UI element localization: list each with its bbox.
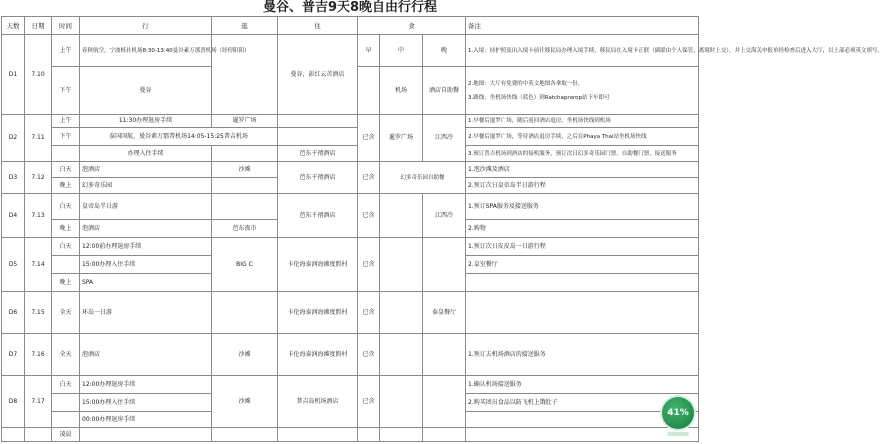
stay-cell: 芭东千禧酒店 xyxy=(278,194,358,238)
dinner-cell: 晚 xyxy=(423,35,466,67)
dinner-cell: 酒店自助餐 xyxy=(423,67,466,115)
travel-cell: 15:00办理入住手续 xyxy=(80,256,212,274)
notes-cell: 2.购买团员食品以防飞机上饿肚子 xyxy=(466,394,699,412)
table-row xyxy=(2,146,699,162)
table-row xyxy=(2,35,699,67)
header-travel: 行 xyxy=(80,17,212,35)
shopping-cell: 沙滩 xyxy=(212,162,278,178)
lunch-cell xyxy=(380,292,423,334)
table-row xyxy=(2,115,699,128)
time-cell: 晚上 xyxy=(52,220,80,238)
shopping-cell xyxy=(212,428,278,442)
notes-cell: 2.购物 xyxy=(466,220,699,238)
breakfast-cell: 已含 xyxy=(358,376,380,428)
travel-cell: 幻多奇乐园 xyxy=(80,178,212,194)
dinner-cell xyxy=(423,428,466,442)
table-row xyxy=(2,238,699,256)
shopping-cell xyxy=(212,292,278,334)
shopping-cell xyxy=(212,35,278,115)
notes-cell: 1.预订SPA服务及接送服务 xyxy=(466,194,699,220)
time-cell xyxy=(52,394,80,412)
stay-cell: 卡伦海泰润海滩度假村 xyxy=(278,238,358,292)
notes-cell: 1.入境：持护照及出入境卡前往移民局办理入境手续，移民局在入境卡正联（副联由个人保管，离境时上交），并上交海关申报单经检查后进入大厅，以上部必须英文填写。 xyxy=(466,35,699,67)
date-cell: 7.16 xyxy=(25,334,52,376)
shopping-cell xyxy=(212,194,278,220)
travel-cell: 曼谷 xyxy=(80,67,212,115)
travel-cell: 15:00办理入住手续 xyxy=(80,394,212,412)
travel-cell: 泡酒店 xyxy=(80,162,212,178)
day-label: D6 xyxy=(2,292,25,334)
breakfast-cell xyxy=(358,428,380,442)
notes-cell: 1.预订去机场酒店的接送服务 xyxy=(466,334,699,376)
lunch-cell xyxy=(380,194,423,238)
travel-cell: 泰国国航，曼谷素万那普机场14:05-15:25普吉机场 xyxy=(80,128,278,146)
shopping-cell: 沙滩 xyxy=(212,334,278,376)
notes-cell: 1.早餐后暹罗广场，随后返回酒店退房，坐机场快线到机场 xyxy=(466,115,699,128)
travel-cell: SPA xyxy=(80,274,212,292)
note-line: 2.地图：大厅有免费的中英文地图各拿取一份。 xyxy=(468,80,584,87)
lunch-cell xyxy=(380,238,423,292)
dinner-cell: 江西冷 xyxy=(423,115,466,162)
time-cell xyxy=(52,256,80,274)
time-cell: 下午 xyxy=(52,67,80,115)
lunch-cell xyxy=(380,428,423,442)
notes-cell: 3.预订普吉机场到酒店的接机服务，预订次日幻多奇乐园门票，自助餐门票，接送服务 xyxy=(466,146,699,162)
day-label: D8 xyxy=(2,376,25,428)
shopping-cell xyxy=(212,178,278,194)
stay-cell: 芭东千禧酒店 xyxy=(278,162,358,194)
note-line: 3.路线：坐机场快线（蓝色）到Ratchaprarop站下车即可 xyxy=(468,94,610,101)
breakfast-cell: 已含 xyxy=(358,238,380,292)
shopping-cell: 沙滩 xyxy=(212,376,278,428)
time-cell xyxy=(52,412,80,428)
travel-cell: 泡酒店 xyxy=(80,220,212,238)
notes-cell: 1.泡沙滩及酒店 xyxy=(466,162,699,178)
table-row xyxy=(2,334,699,376)
stay-cell: 卡伦海泰润海滩度假村 xyxy=(278,292,358,334)
header-stay: 住 xyxy=(278,17,358,35)
header-notes: 备注 xyxy=(466,17,699,35)
breakfast-cell: 已含 xyxy=(358,194,380,238)
time-cell: 凌晨 xyxy=(52,428,80,442)
itinerary-title: 曼谷、普吉9天8晚自由行行程 xyxy=(262,0,438,15)
stay-cell: 卡伦海泰润海滩度假村 xyxy=(278,334,358,376)
time-cell: 下午 xyxy=(52,128,80,146)
notes-cell xyxy=(466,274,699,292)
date-cell: 7.15 xyxy=(25,292,52,334)
time-cell: 白天 xyxy=(52,376,80,394)
notes-cell xyxy=(466,428,699,442)
shopping-cell: BIG C xyxy=(212,238,278,292)
date-cell: 7.13 xyxy=(25,194,52,238)
day-label: D7 xyxy=(2,334,25,376)
travel-cell: 泡酒店 xyxy=(80,334,212,376)
day-label: D2 xyxy=(2,115,25,162)
notes-cell: 2.皇室餐厅 xyxy=(466,256,699,274)
table-row xyxy=(2,128,699,146)
date-cell: 7.12 xyxy=(25,162,52,194)
header-date: 日期 xyxy=(25,17,52,35)
stay-cell xyxy=(278,115,358,128)
breakfast-cell: 已含 xyxy=(358,334,380,376)
header-time: 时间 xyxy=(52,17,80,35)
breakfast-cell: 早 xyxy=(358,35,380,67)
dinner-cell xyxy=(423,238,466,292)
stay-cell xyxy=(278,428,358,442)
progress-badge-shadow xyxy=(667,432,689,436)
notes-cell xyxy=(466,67,699,115)
itinerary-table xyxy=(1,16,883,442)
travel-cell: 12:00前办理退房手续 xyxy=(80,238,212,256)
table-row xyxy=(2,194,699,220)
travel-cell: 11:30办理退房手续 xyxy=(80,115,212,128)
stay-cell: 芭东千禧酒店 xyxy=(278,146,358,162)
breakfast-cell xyxy=(358,67,380,115)
time-cell: 晚上 xyxy=(52,274,80,292)
breakfast-cell: 已含 xyxy=(358,115,380,162)
notes-cell: 1.预订次日皮皮岛一日游行程 xyxy=(466,238,699,256)
notes-cell: 2.早餐后暹罗广场，等待酒店退房手续，之后在Phaya Thai站坐机场快线 xyxy=(466,128,699,146)
time-cell: 上午 xyxy=(52,35,80,67)
lunch-cell xyxy=(380,334,423,376)
breakfast-cell: 已含 xyxy=(358,162,380,194)
travel-cell: 皇帝岛半日游 xyxy=(80,194,212,220)
day-label: D1 xyxy=(2,35,25,115)
dinner-cell xyxy=(423,334,466,376)
dinner-cell: 幻多奇乐园自助餐 xyxy=(380,162,466,194)
shopping-cell: 暹罗广场 xyxy=(212,115,278,128)
dinner-cell: 泰皇餐厅 xyxy=(423,292,466,334)
time-cell: 全天 xyxy=(52,292,80,334)
date-cell: 7.11 xyxy=(25,115,52,162)
date-cell xyxy=(25,428,52,442)
time-cell: 上午 xyxy=(52,115,80,128)
day-label xyxy=(2,428,25,442)
day-label: D3 xyxy=(2,162,25,194)
time-cell: 全天 xyxy=(52,334,80,376)
date-cell: 7.14 xyxy=(25,238,52,292)
lunch-cell xyxy=(380,376,423,428)
travel-cell: 环岛一日游 xyxy=(80,292,212,334)
shopping-cell xyxy=(212,146,278,162)
stay-cell: 曼谷，彭红云首酒店 xyxy=(278,35,358,115)
stay-cell: 普吉岛机场酒店 xyxy=(278,376,358,428)
dinner-cell: 江西冷 xyxy=(423,194,466,238)
time-cell: 白天 xyxy=(52,238,80,256)
breakfast-cell: 已含 xyxy=(358,292,380,334)
notes-cell: 1.确认机场接送服务 xyxy=(466,376,699,394)
progress-badge[interactable]: 41% xyxy=(662,397,694,429)
lunch-cell: 机场 xyxy=(380,67,423,115)
date-cell: 7.10 xyxy=(25,35,52,115)
day-label: D5 xyxy=(2,238,25,292)
table-row xyxy=(2,162,699,178)
travel-cell: 00:00办理退房手续 xyxy=(80,412,212,428)
notes-cell xyxy=(466,292,699,334)
header-day: 天数 xyxy=(2,17,25,35)
shopping-cell: 芭东夜市 xyxy=(212,220,278,238)
header-row xyxy=(2,17,699,35)
notes-cell: 2.预订次日皇帝岛半日游行程 xyxy=(466,178,699,194)
lunch-cell: 中 xyxy=(380,35,423,67)
header-shopping: 逛 xyxy=(212,17,278,35)
table-row xyxy=(2,292,699,334)
lunch-cell: 暹罗广场 xyxy=(380,115,423,162)
travel-cell: 春秋航空，宁波栎社机场8:30-13:40曼谷素万那普机场（经停阳阳） xyxy=(80,35,212,67)
time-cell: 晚上 xyxy=(52,178,80,194)
stay-cell xyxy=(278,128,358,146)
travel-cell: 12:00办理退房手续 xyxy=(80,376,212,394)
header-eat: 食 xyxy=(358,17,466,35)
date-cell: 7.17 xyxy=(25,376,52,428)
time-cell: 白天 xyxy=(52,194,80,220)
dinner-cell xyxy=(423,376,466,428)
time-cell xyxy=(52,146,80,162)
day-label: D4 xyxy=(2,194,25,238)
table-row xyxy=(2,428,699,442)
travel-cell xyxy=(80,428,212,442)
table-row xyxy=(2,376,699,394)
travel-cell: 办理入住手续 xyxy=(80,146,212,162)
time-cell: 白天 xyxy=(52,162,80,178)
